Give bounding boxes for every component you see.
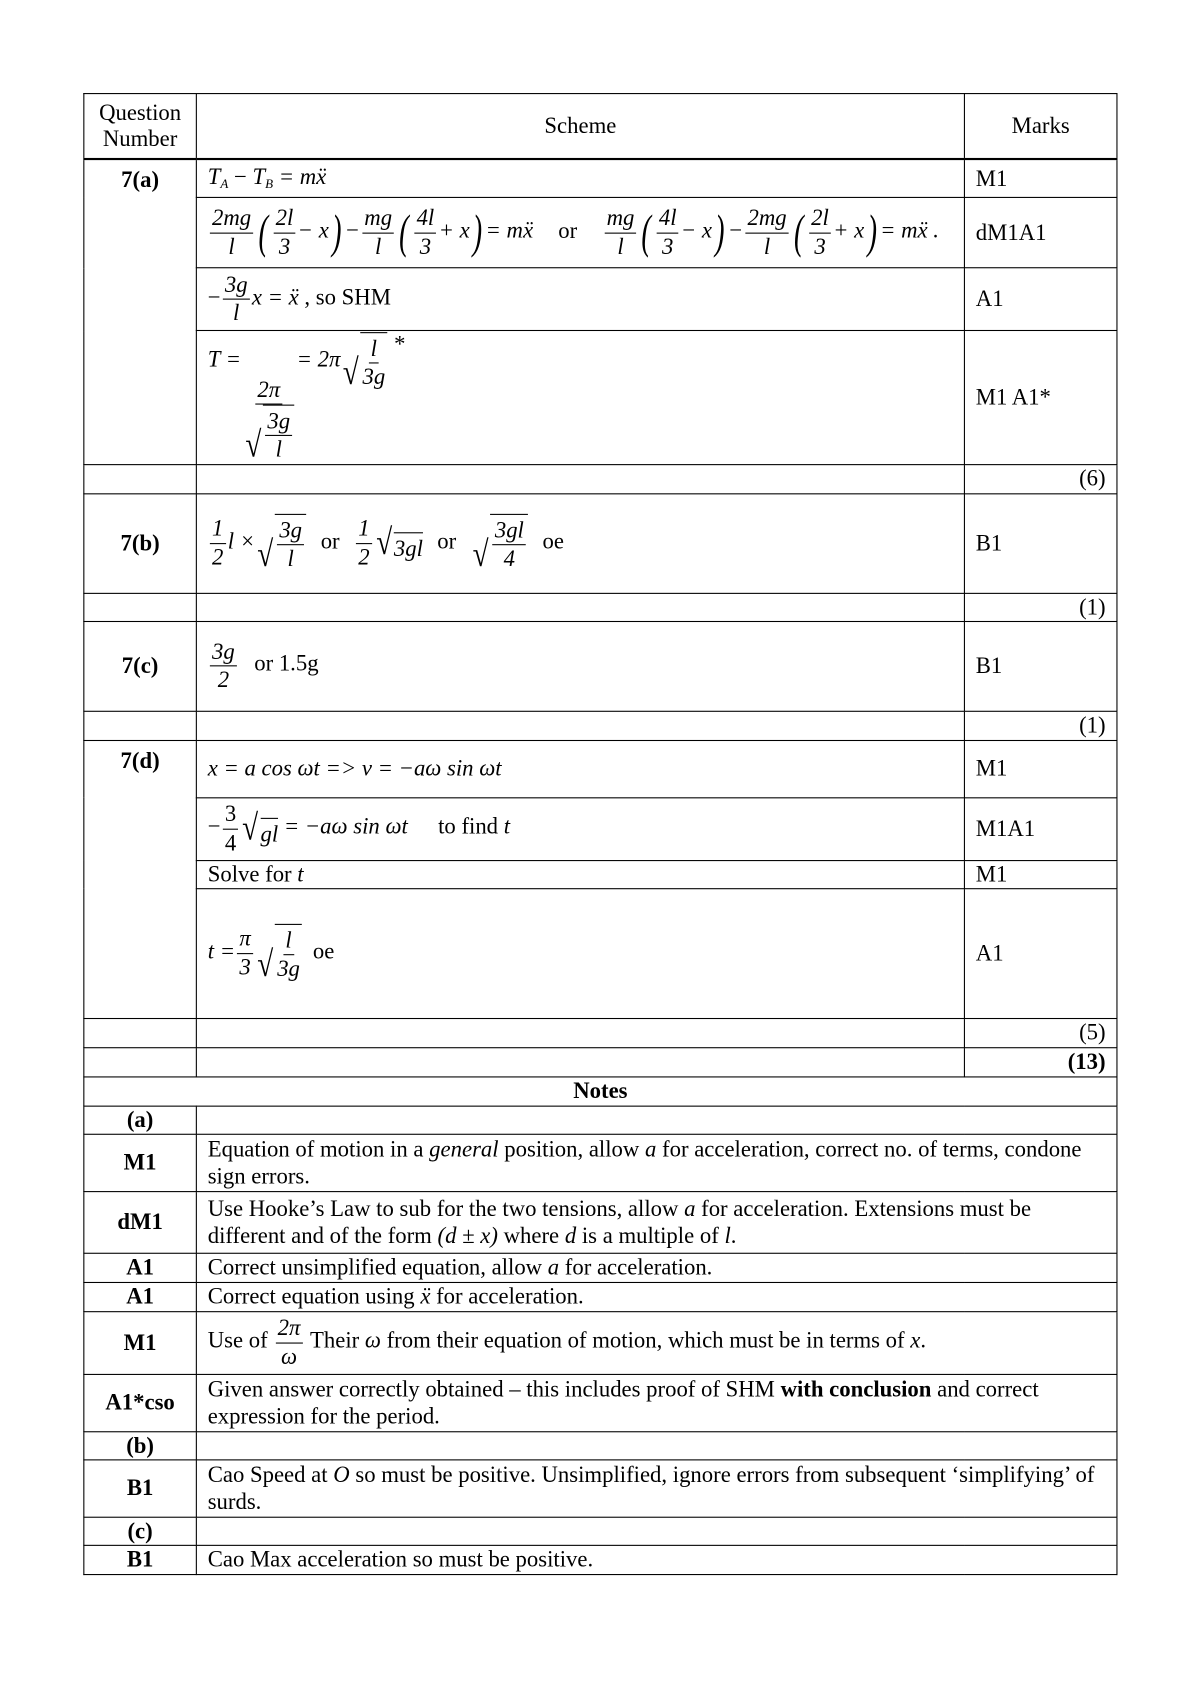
q7c-row	[84, 621, 1117, 711]
t: Equation of motion in a	[207, 1136, 430, 1163]
den: 3	[662, 233, 674, 260]
num: 1	[356, 515, 372, 543]
grand-total: (13)	[964, 1047, 1117, 1076]
t: is a multiple of	[576, 1221, 725, 1248]
math: x = ẍ	[251, 283, 299, 310]
den: 4	[503, 545, 516, 572]
subtotal: (6)	[964, 464, 1117, 493]
num: 2mg	[210, 205, 253, 233]
mark: M1	[964, 860, 1117, 888]
note-label: M1	[84, 1134, 197, 1191]
mark: B1	[964, 493, 1117, 593]
term: − x	[680, 217, 713, 244]
oe-text: oe	[542, 527, 564, 554]
note-row	[84, 1106, 1117, 1134]
num: 4l	[657, 205, 679, 233]
note-label: M1	[84, 1311, 197, 1374]
note-label: dM1	[84, 1191, 197, 1253]
t: Their	[310, 1327, 360, 1354]
den: l	[617, 233, 624, 260]
num: 3g	[277, 517, 304, 545]
num: 3g	[265, 408, 292, 436]
radicand: 3gl	[394, 532, 423, 561]
t: from their equation of motion, which must be in terms of	[386, 1327, 905, 1354]
op: −	[344, 217, 360, 244]
q7a-row-1	[84, 158, 1117, 197]
math-rhs: = mẍ	[278, 163, 327, 190]
t: a	[645, 1136, 657, 1163]
note-row	[84, 1431, 1117, 1459]
oe-text: oe	[312, 937, 335, 964]
note-row	[84, 1253, 1117, 1282]
den: l	[233, 299, 240, 326]
note-label: (c)	[84, 1517, 197, 1545]
t: a	[547, 1254, 560, 1281]
text: to find	[438, 813, 499, 840]
op: −	[207, 283, 221, 310]
num: mg	[604, 205, 636, 233]
den: ω	[280, 1343, 298, 1370]
t: so must be positive. Unsimplified, ignore errors from subsequent ‘simplifying’ of surds.	[207, 1461, 1095, 1515]
t: for acceleration. Extensions must be different and of the form	[207, 1195, 1032, 1248]
question-label-7c: 7(c)	[84, 621, 197, 711]
rhs: = mẍ	[485, 217, 534, 244]
t: Correct unsimplified equation, allow	[207, 1254, 548, 1281]
t: for acceleration.	[430, 1283, 584, 1310]
or-text: or	[437, 527, 457, 554]
mark: dM1A1	[964, 197, 1117, 267]
t: position, allow	[498, 1136, 646, 1163]
note-row	[84, 1134, 1117, 1191]
op: −	[207, 813, 221, 840]
den: 3	[239, 953, 251, 980]
mark-scheme-table	[83, 93, 1117, 1575]
rhs: = mẍ .	[880, 217, 940, 244]
t: (d ± x)	[437, 1221, 498, 1248]
num: 2π	[275, 1315, 302, 1343]
math: = 2π	[296, 346, 341, 373]
t: ẍ	[420, 1283, 431, 1310]
q7d-row-1	[84, 740, 1117, 797]
num: 2l	[809, 205, 831, 233]
subtotal: (1)	[964, 593, 1117, 621]
mark: M1 A1*	[964, 330, 1117, 464]
term: + x	[438, 217, 470, 244]
star: *	[393, 331, 405, 357]
sub-B: B	[265, 176, 274, 192]
note-label: (a)	[84, 1106, 197, 1134]
t: and correct expression for the period.	[207, 1376, 1039, 1429]
note-row	[84, 1191, 1117, 1253]
mark: B1	[964, 621, 1117, 711]
q7d-row-3	[84, 860, 1117, 888]
term: + x	[833, 217, 865, 244]
num: 3g	[223, 271, 250, 299]
t: Cao Speed at	[207, 1461, 334, 1488]
den: 3	[278, 233, 291, 260]
question-label-7b: 7(b)	[84, 493, 197, 593]
den: l	[763, 233, 771, 260]
mark: M1	[964, 158, 1117, 197]
sub-A: A	[220, 176, 229, 192]
num: l	[283, 927, 294, 955]
t: O	[333, 1461, 350, 1488]
radicand: gl	[260, 818, 278, 847]
header-question-number: Question Number	[84, 94, 197, 159]
math-T: T	[207, 163, 221, 190]
op: −	[727, 217, 744, 244]
note-row	[84, 1517, 1117, 1545]
t: Use of	[207, 1327, 268, 1354]
math: = −aω sin ωt	[283, 813, 408, 840]
math: t	[503, 813, 511, 840]
den: l	[287, 545, 294, 572]
notes-title-row	[84, 1076, 1117, 1105]
grand-total-row	[84, 1047, 1117, 1076]
t: where	[497, 1221, 565, 1248]
q7d-row-4: t = $\frac{\pi}{3}$ √ $\frac{l}{3g}$ oe A1	[84, 888, 1117, 1018]
math: x = a cos ωt => v = −aω sin ωt	[196, 740, 964, 797]
note-row	[84, 1545, 1117, 1574]
q7b-row: 7(b) $\frac{1}{2}$ l × √ $\frac{3g}{l}$ or $\frac{1}{2}$ √ 3gl or √ $\frac{3gl}{4}$ oe B1	[84, 493, 1117, 593]
mark: A1	[964, 268, 1117, 331]
t: l	[724, 1221, 731, 1248]
t: for acceleration.	[559, 1254, 713, 1281]
den: l	[228, 233, 235, 260]
notes-title: Notes	[84, 1076, 1117, 1105]
den: 3g	[277, 955, 300, 982]
den: 2	[217, 666, 230, 693]
den: l	[275, 436, 282, 463]
math: t =	[207, 937, 236, 964]
note-label: A1	[84, 1282, 197, 1311]
den: l	[375, 233, 382, 260]
den: 2	[358, 543, 370, 570]
note-label: A1	[84, 1253, 197, 1282]
text: or 1.5g	[254, 650, 319, 677]
t: x	[910, 1327, 921, 1354]
q7d-row-2: − $\frac{3}{4}$ √ gl = −aω sin ωt to find t M1A1	[84, 797, 1117, 860]
num: π	[237, 925, 253, 953]
math: l ×	[227, 527, 256, 554]
math: t	[297, 861, 304, 888]
t: Use Hooke’s Law to sub for the two tensions, allow	[207, 1195, 685, 1222]
q7b-total-row	[84, 593, 1117, 621]
num: 3	[223, 801, 239, 829]
or-text: or	[320, 527, 340, 554]
t: for acceleration, correct no. of terms, condone sign errors.	[207, 1136, 1082, 1189]
t: general	[429, 1136, 499, 1163]
math-minus: −	[233, 163, 247, 190]
math: T =	[207, 346, 241, 373]
note-row	[84, 1459, 1117, 1516]
header-marks: Marks	[964, 94, 1117, 159]
note-row	[84, 1374, 1117, 1431]
note-row	[84, 1311, 1117, 1374]
mark: M1A1	[964, 797, 1117, 860]
t: a	[684, 1195, 696, 1222]
mark: A1	[964, 888, 1117, 1018]
num: 3g	[210, 638, 237, 666]
mark: M1	[964, 740, 1117, 797]
t: .	[920, 1327, 927, 1354]
den: 2	[212, 543, 224, 570]
header-scheme: Scheme	[196, 94, 964, 159]
t: Cao Max acceleration so must be positive.	[207, 1546, 594, 1573]
note-label: (b)	[84, 1431, 197, 1459]
t: Given answer correctly obtained – this includes proof of SHM	[207, 1376, 781, 1403]
t: Correct equation using	[207, 1283, 421, 1310]
term: − x	[297, 217, 329, 244]
num: mg	[362, 205, 394, 233]
num: 1	[210, 515, 226, 543]
t: with conclusion	[780, 1376, 932, 1403]
den: 3g	[362, 363, 386, 390]
note-label: B1	[84, 1545, 197, 1574]
q7a-row-4: T = 2π √ $\frac{3g}{l}$ = 2π √ $\frac{l}{3g}$ * M1 A1*	[84, 330, 1117, 464]
t: ω	[364, 1327, 381, 1354]
num: l	[369, 335, 380, 363]
t: .	[730, 1221, 737, 1248]
math-T: T	[252, 163, 266, 190]
text: Solve for	[207, 861, 292, 888]
or-text: or	[558, 217, 578, 244]
num: 2π	[255, 376, 282, 404]
num: 2l	[274, 205, 296, 233]
q7d-total-row	[84, 1018, 1117, 1047]
den: 3	[419, 233, 432, 260]
q7c-total-row	[84, 711, 1117, 740]
den: 3	[814, 233, 826, 260]
num: 4l	[414, 205, 436, 233]
note-row	[84, 1282, 1117, 1311]
q7a-row-2	[84, 197, 1117, 267]
hookes-law-equation: $\frac{2mg}{l}$ ( $\frac{2l}{3}$ − x) − $\frac{mg}{l}$ ( $\frac{4l}{3}$ + x) = mẍ or $\frac{mg}{l}$ ( $\frac{4l}{3}$ − x) − $\frac{2mg}{l}$ ( $\frac{2l}{3}$ + x) = mẍ .	[196, 197, 964, 267]
t: d	[564, 1221, 577, 1248]
text: , so SHM	[304, 283, 391, 310]
num: 2mg	[745, 205, 788, 233]
header-row	[84, 94, 1117, 159]
q7a-total-row	[84, 464, 1117, 493]
num: 3gl	[493, 517, 526, 545]
question-label-7a: 7(a)	[84, 158, 197, 464]
note-label: B1	[84, 1459, 197, 1516]
den: 4	[224, 829, 237, 856]
subtotal: (1)	[964, 711, 1117, 740]
note-label: A1*cso	[84, 1374, 197, 1431]
subtotal: (5)	[964, 1018, 1117, 1047]
question-label-7d: 7(d)	[84, 740, 197, 1018]
q7a-row-3	[84, 268, 1117, 331]
